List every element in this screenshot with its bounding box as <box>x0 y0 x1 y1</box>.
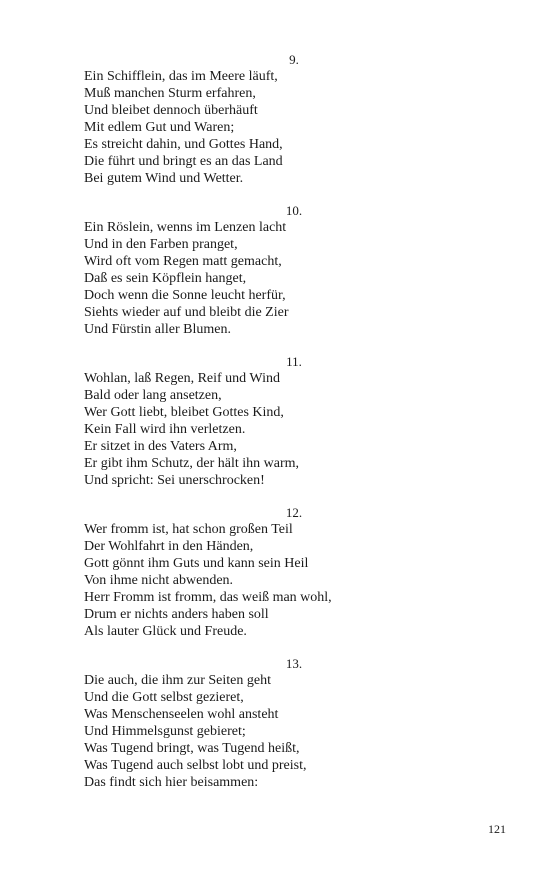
verse-line: Der Wohlfahrt in den Händen, <box>84 539 254 554</box>
verse-line: Und in den Farben pranget, <box>84 237 238 252</box>
verse-line: Was Tugend auch selbst lobt und preist, <box>84 758 307 773</box>
verse-line: Muß manchen Sturm erfahren, <box>84 86 256 101</box>
verse-line: Was Tugend bringt, was Tugend heißt, <box>84 741 300 756</box>
verse-line: Wer fromm ist, hat schon großen Teil <box>84 522 293 537</box>
verse-line: Wer Gott liebt, bleibet Gottes Kind, <box>84 405 284 420</box>
verse-line: Wird oft vom Regen matt gemacht, <box>84 254 282 269</box>
verse-line: Siehts wieder auf und bleibt die Zier <box>84 305 289 320</box>
verse-line: Und die Gott selbst gezieret, <box>84 690 244 705</box>
verse-line: Und Fürstin aller Blumen. <box>84 322 231 337</box>
verse-line: Doch wenn die Sonne leucht herfür, <box>84 288 286 303</box>
stanza-number: 13. <box>285 656 303 671</box>
verse-line: Kein Fall wird ihn verletzen. <box>84 422 246 437</box>
verse-line: Die auch, die ihm zur Seiten geht <box>84 673 271 688</box>
verse-line: Mit edlem Gut und Waren; <box>84 120 235 135</box>
stanza-number: 10. <box>285 203 303 218</box>
verse-line: Und bleibet dennoch überhäuft <box>84 103 258 118</box>
verse-line: Die führt und bringt es an das Land <box>84 154 283 169</box>
verse-line: Bald oder lang ansetzen, <box>84 388 222 403</box>
verse-line: Ein Röslein, wenns im Lenzen lacht <box>84 220 287 235</box>
verse-line: Das findt sich hier beisammen: <box>84 775 259 790</box>
verse-line: Bei gutem Wind und Wetter. <box>84 171 244 186</box>
verse-line: Und spricht: Sei unerschrocken! <box>84 473 265 488</box>
verse-line: Als lauter Glück und Freude. <box>84 624 247 639</box>
verse-line: Herr Fromm ist fromm, das weiß man wohl, <box>84 590 332 605</box>
verse-line: Und Himmelsgunst gebieret; <box>84 724 246 739</box>
page-number: 121 <box>488 822 506 836</box>
stanza-number: 9. <box>289 52 299 67</box>
verse-line: Er gibt ihm Schutz, der hält ihn warm, <box>84 456 300 471</box>
verse-line: Daß es sein Köpflein hanget, <box>84 271 247 286</box>
verse-line: Er sitzet in des Vaters Arm, <box>84 439 237 454</box>
stanza-number: 12. <box>285 505 303 520</box>
verse-line: Es streicht dahin, und Gottes Hand, <box>84 137 283 152</box>
verse-line: Gott gönnt ihm Guts und kann sein Heil <box>84 556 309 571</box>
verse-line: Ein Schifflein, das im Meere läuft, <box>84 69 278 84</box>
verse-line: Drum er nichts anders haben soll <box>84 607 269 622</box>
verse-line: Was Menschenseelen wohl ansteht <box>84 707 279 722</box>
verse-line: Wohlan, laß Regen, Reif und Wind <box>84 371 280 386</box>
stanza-number: 11. <box>286 354 302 369</box>
verse-line: Von ihme nicht abwenden. <box>84 573 234 588</box>
